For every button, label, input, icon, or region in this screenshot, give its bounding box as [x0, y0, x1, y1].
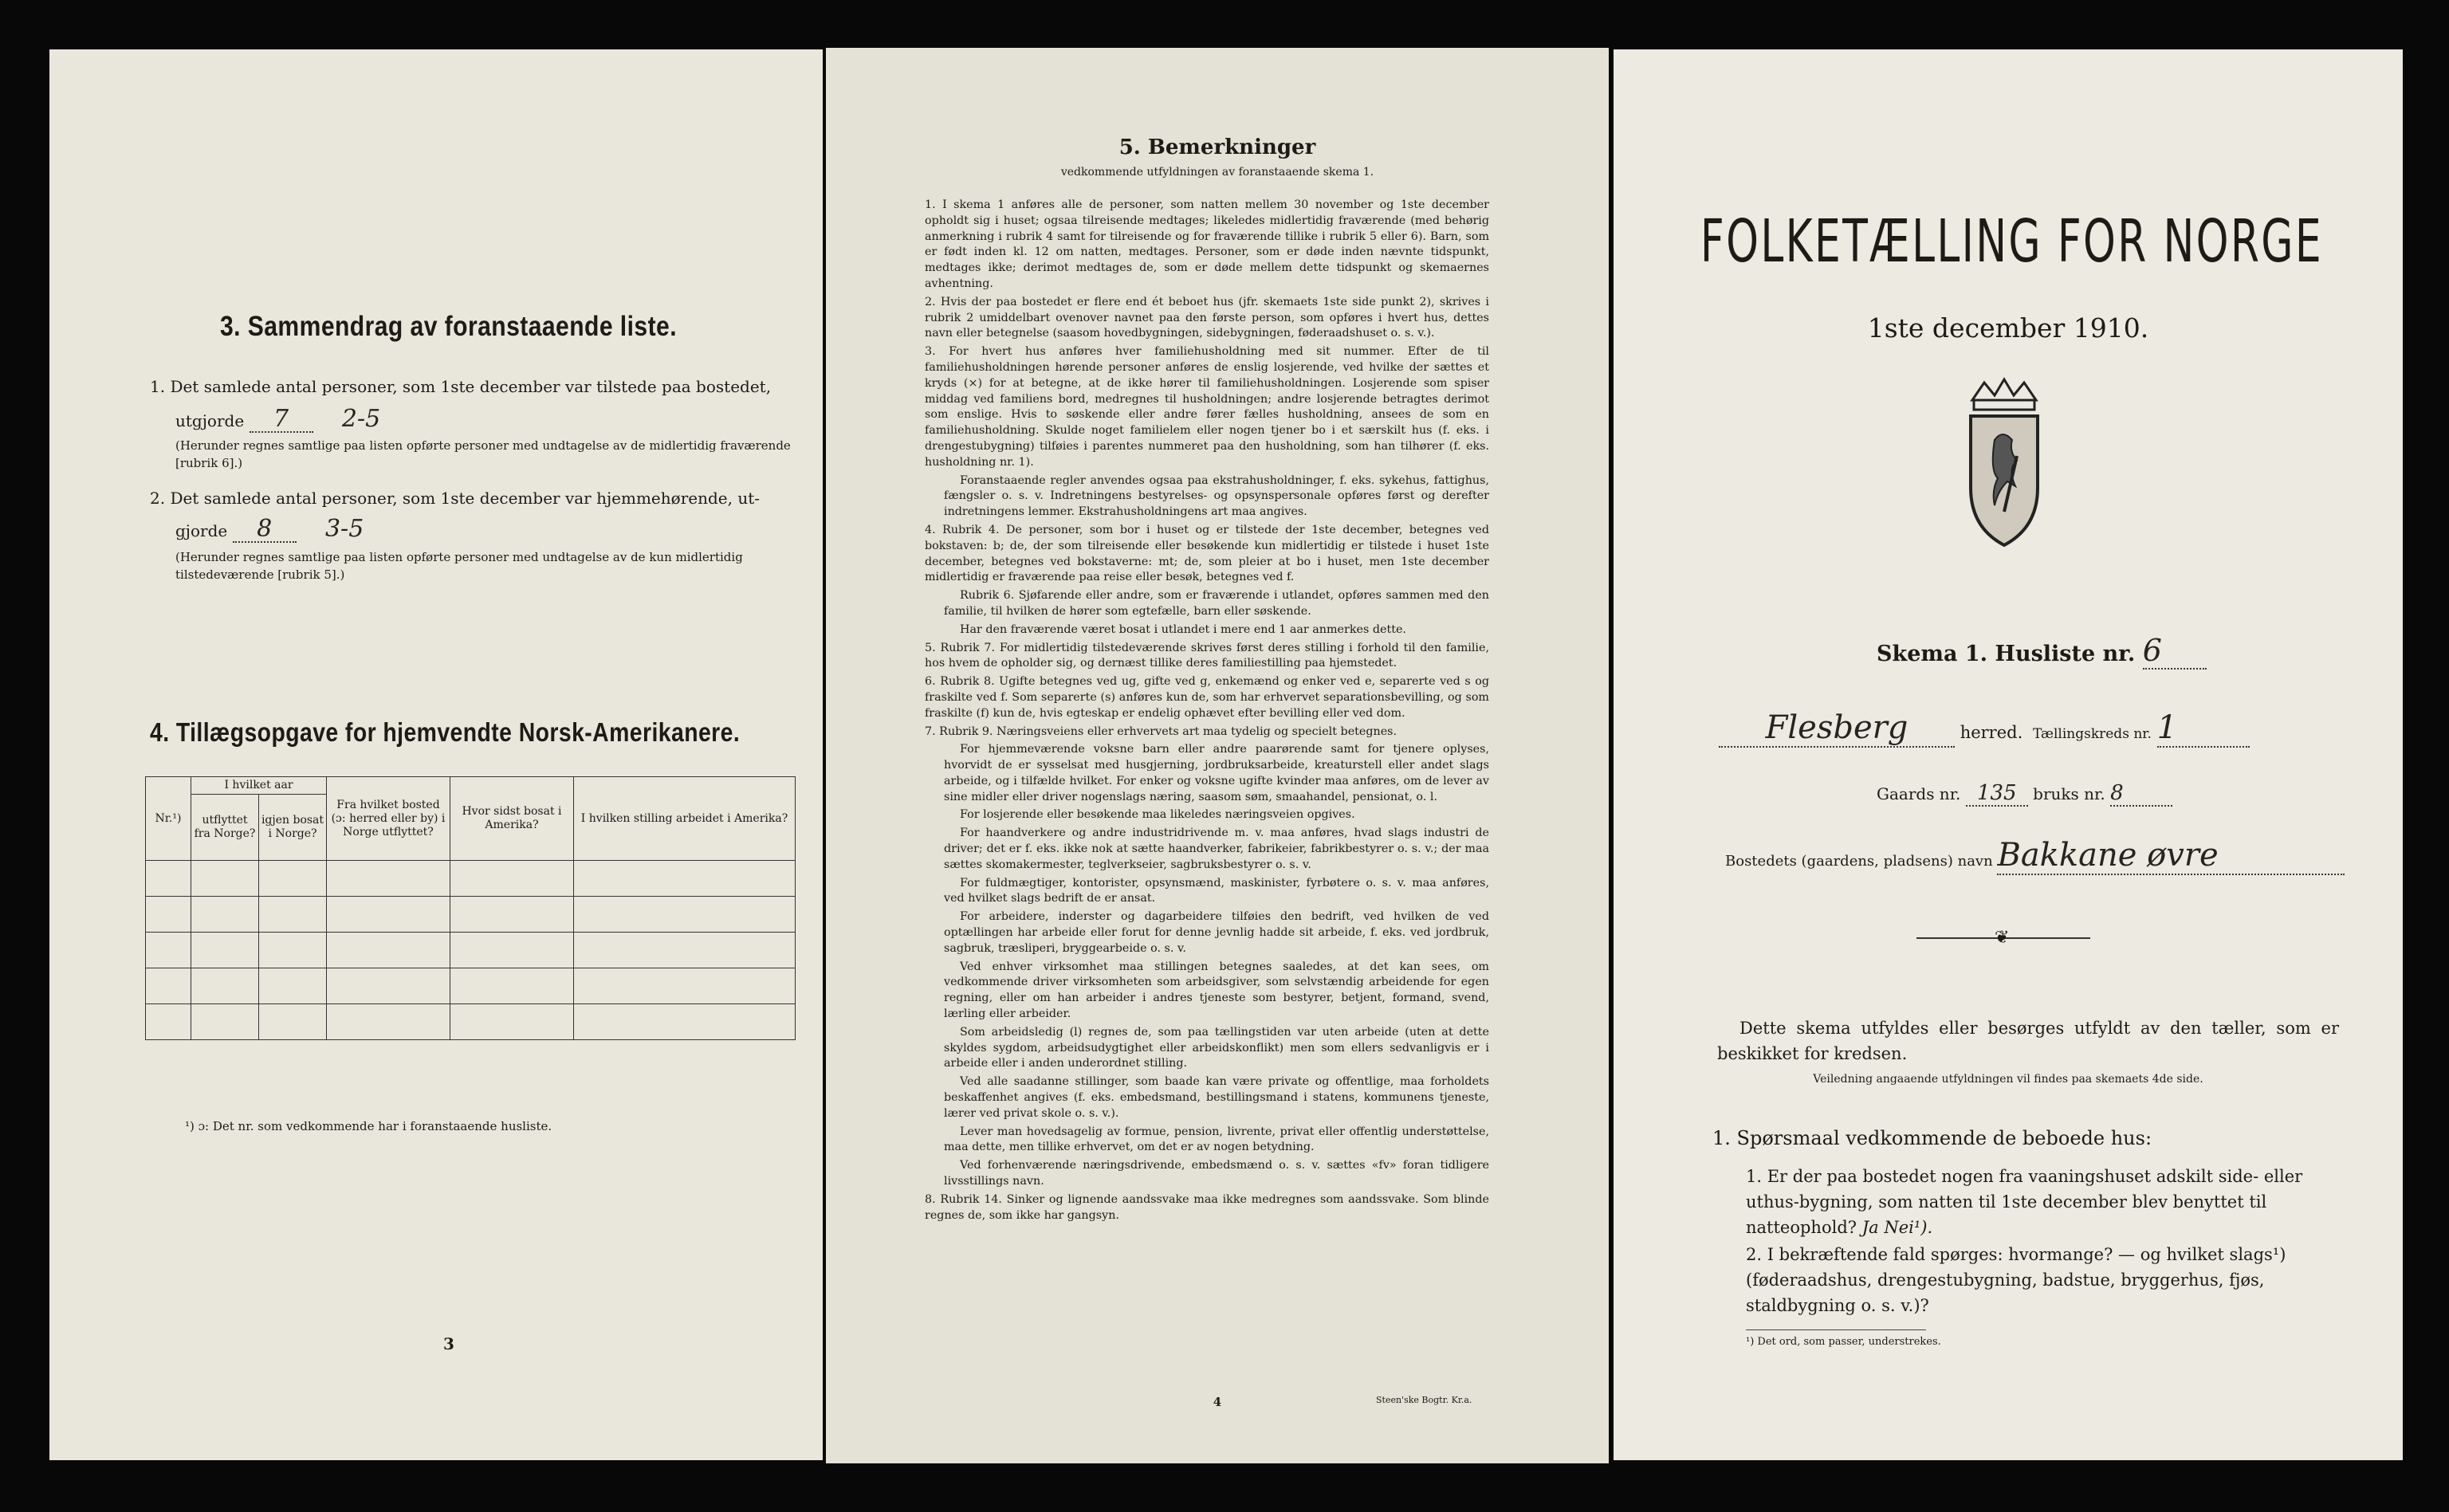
table-row [146, 861, 796, 897]
section3-item1-line [175, 406, 380, 434]
herred-value: Flesberg [1719, 709, 1955, 748]
remark-item: 8. Rubrik 14. Sinker og lignende aandssvake maa ikke medregnes som aandssvake. Som blinde regnes de, som ikke har gangsyn. [925, 1192, 1489, 1222]
remark-item: Har den fraværende været bosat i utlandet i mere end 1 aar anmerkes dette. [960, 622, 1406, 636]
remark-item: Ved enhver virksomhet maa stillingen betegnes saaledes, at det kan sees, om vedkommende driver virksomheten som arbeidsgiver, som selvstændig arbeidende for egen regning, eller om han arbeider i andres tjeneste som bestyrer, betjent, formand, svend, lærling eller arbeider. [944, 960, 1489, 1021]
page-middle [826, 48, 1609, 1463]
col-from: Fra hvilket bosted (ɔ: herred eller by) i Norge utflyttet? [327, 777, 450, 861]
item1-extra: 2-5 [341, 405, 381, 433]
remark-item: For arbeidere, inderster og dagarbeidere tilføies den bedrift, ved hvilken de ved optællingen har arbeide eller forut for denne jevnlig hadde sit arbeide, f. eks. ved jordbruk, sagbruk, træsliperi, bryggearbeide o. s. v. [944, 910, 1489, 955]
remark-item: 3. For hvert hus anføres hver familiehusholdning med sit nummer. Efter de til familiehusholdningen hørende personer anføres de enslig losjerende, ved hvilke der sættes et kryds (×) for at betegne, at de ikke hører til familiehusholdningen. Losjerende som spiser middag ved familiens bord, medregnes til husholdningen; andre losjerende betragtes derimot som enslige. Hvis to søskende eller andre fører fælles husholdning, ansees de som en familiehusholdning. Skulde noget familielem eller nogen tjener bo i et særskilt hus (f. eks. i drengestubygning) tilføies i parentes nummeret paa den husholdning, som han tilhører (f. eks. husholdning nr. 1). [925, 345, 1489, 469]
item2-prefix: gjorde [175, 521, 228, 540]
gaards-label: Gaards nr. [1877, 784, 1961, 803]
col-last: Hvor sidst bosat i Amerika? [450, 777, 574, 861]
bosted-label: Bostedets (gaardens, pladsens) navn [1725, 853, 1993, 870]
right-footnote: ¹) Det ord, som passer, understrekes. [1746, 1336, 1941, 1348]
remark-item: For haandverkere og andre industridrivende m. v. maa anføres, hvad slags industri de driver; det er f. eks. ikke nok at sætte haandverker, fabrikeier, fabrikbestyrer o. s. v.; der maa sættes skomakermester, teglverkseier, sagbruksbestyrer o. s. v. [944, 827, 1489, 871]
printer-mark: Steen'ske Bogtr. Kr.a. [1376, 1395, 1472, 1405]
remarks-heading: 5. Bemerkninger [1118, 135, 1316, 159]
remark-item: Ved forhenværende næringsdrivende, embedsmænd o. s. v. sættes «fv» foran tidligere livsstillings navn. [944, 1159, 1489, 1188]
gaards-line [1877, 781, 2172, 807]
section3-heading: 3. Sammendrag av foranstaaende liste. [220, 311, 677, 342]
item2-value: 8 [233, 516, 297, 543]
section3-item1-text: 1. Det samlede antal personer, som 1ste december var tilstede paa bostedet, [150, 377, 772, 396]
ornament-icon: ❦ [1995, 928, 2010, 948]
norsk-amerikanere-table [145, 776, 796, 1040]
section4-footnote: ¹) ɔ: Det nr. som vedkommende har i foranstaaende husliste. [185, 1119, 552, 1133]
question-1 [1746, 1164, 2342, 1240]
bruks-label: bruks nr. [2033, 784, 2105, 803]
footnote-rule [1746, 1329, 1926, 1330]
kreds-label: Tællingskreds nr. [2032, 726, 2152, 742]
guidance-text: Veiledning angaaende utfyldningen vil findes paa skemaets 4de side. [1813, 1073, 2203, 1086]
page-number-left: 3 [443, 1334, 454, 1353]
page-left [49, 49, 823, 1460]
table-row [146, 1004, 796, 1040]
table-row [146, 933, 796, 968]
herred-line [1719, 709, 2250, 748]
section3-item1-note: (Herunder regnes samtlige paa listen opførte personer med undtagelse av de midlertidig fraværende [rubrik 6].) [175, 438, 791, 470]
bruks-value: 8 [2110, 781, 2172, 807]
remark-item: 7. Rubrik 9. Næringsveiens eller erhvervets art maa tydelig og specielt betegnes. [925, 725, 1397, 738]
item2-extra: 3-5 [324, 515, 364, 543]
remark-item: Lever man hovedsagelig av formue, pension, livrente, privat eller offentlig understøttelse, maa dette, men tillike erhvervet, om det er av nogen betydning. [944, 1125, 1489, 1154]
remark-item: 4. Rubrik 4. De personer, som bor i huset og er tilstede der 1ste december, betegnes ved bokstaven: b; de, der som tilreisende eller besøkende kun midlertidig er tilstede i huset 1ste december, betegnes ved bokstaverne: mt; de, som pleier at bo i huset, men 1ste december midlertidig er fraværende paa reise eller besøk, betegnes ved f. [925, 523, 1489, 584]
col-emigrated: utflyttet fra Norge? [191, 795, 259, 861]
skema-label: Skema 1. Husliste nr. [1877, 642, 2136, 666]
gaards-value: 135 [1966, 781, 2028, 807]
page-right [1614, 49, 2403, 1460]
bosted-value: Bakkane øvre [1997, 837, 2345, 875]
remark-item: For losjerende eller besøkende maa likeledes næringsveien opgives. [960, 808, 1355, 822]
question-1-text: 1. Er der paa bostedet nogen fra vaaningshuset adskilt side- eller uthus-bygning, som natten til 1ste december blev benyttet til natteophold? [1746, 1167, 2303, 1237]
table-row [146, 968, 796, 1004]
census-title: FOLKETÆLLING FOR NORGE [1700, 207, 2324, 276]
section3-item2-note: (Herunder regnes samtlige paa listen opførte personer med undtagelse av de kun midlertidig tilstedeværende [rubrik 5].) [175, 550, 743, 582]
remark-item: Som arbeidsledig (l) regnes de, som paa tællingstiden var uten arbeide (uten at dette skyldes sygdom, arbeidsudygtighet eller arbeidskonflikt) men som ellers sedvanligvis er i arbeide eller i anden underordnet stilling. [944, 1025, 1489, 1070]
col-returned: igjen bosat i Norge? [259, 795, 327, 861]
remarks-list [925, 198, 1489, 1226]
skema-line [1877, 633, 2207, 670]
remark-item: 2. Hvis der paa bostedet er flere end ét beboet hus (jfr. skemaets 1ste side punkt 2), skrives i rubrik 2 umiddelbart ovenover navnet paa den første person, som opføres i hvert hus, dettes navn eller betegnelse (saasom hovedbygningen, sidebygningen, føderaadshuset o. s. v.). [925, 295, 1489, 340]
remark-item: Rubrik 6. Sjøfarende eller andre, som er fraværende i utlandet, opføres sammen med den familie, til hvilken de hører som egtefælle, barn eller søskende. [944, 589, 1489, 618]
section3-item2-line [175, 516, 364, 544]
instruction-text: Dette skema utfyldes eller besørges utfyldt av den tæller, som er beskikket for kredsen. [1717, 1019, 2339, 1063]
remark-item: 5. Rubrik 7. For midlertidig tilstedeværende skrives først deres stilling i forhold til den familie, hos hvem de opholder sig, og dernæst tillike deres familiestilling paa hjemstedet. [925, 641, 1489, 670]
remark-item: 1. I skema 1 anføres alle de personer, som natten mellem 30 november og 1ste december opholdt sig i huset; ogsaa tilreisende medtages; likeledes midlertidig fraværende (med behørig anmerkning i rubrik 4 samt for tilreisende og for fraværende tillike i rubrik 5 eller 6). Barn, som er født inden kl. 12 om natten, medtages. Personer, som er døde inden nævnte tidspunkt, medtages ikke; derimot medtages de, som er døde mellem dette tidspunkt og skemaernes avhentning. [925, 198, 1489, 290]
bosted-line [1725, 837, 2345, 875]
census-date: 1ste december 1910. [1867, 312, 2149, 344]
remark-item: For hjemmeværende voksne barn eller andre paarørende samt for tjenere oplyses, hvorvidt de er sysselsat med husgjerning, jordbruksarbeide, kreaturstell eller andet slags arbeide, og i tilfælde hvilket. For enker og voksne ugifte kvinder maa anføres, om de lever av sine midler eller driver nogenslags næring, saasom søm, smaahandel, pensionat, o. l. [944, 743, 1489, 803]
husliste-nr-value: 6 [2143, 633, 2207, 670]
coat-of-arms-icon [1948, 376, 2060, 552]
remarks-subheading: vedkommende utfyldningen av foranstaaende skema 1. [1060, 166, 1374, 179]
remark-item: For fuldmægtiger, kontorister, opsynsmænd, maskinister, fyrbøtere o. s. v. maa anføres, ved hvilket slags bedrift de er ansat. [944, 876, 1489, 905]
col-year-group: I hvilket aar [191, 777, 327, 795]
remark-item: Foranstaaende regler anvendes ogsaa paa ekstrahusholdninger, f. eks. sykehus, fattighus, fængsler o. s. v. Indretningens bestyrelses- og opsynspersonale opføres først og derefter indretningens lemmer. Ekstrahusholdningens art maa angives. [944, 473, 1489, 519]
question-1-options: Ja Nei¹). [1861, 1218, 1933, 1237]
col-nr: Nr.¹) [146, 777, 191, 861]
col-position: I hvilken stilling arbeidet i Amerika? [574, 777, 796, 861]
kreds-value: 1 [2157, 709, 2250, 748]
section3-item2-text: 2. Det samlede antal personer, som 1ste december var hjemmehørende, ut- [150, 489, 760, 508]
herred-label: herred. [1960, 723, 2023, 742]
remark-item: 6. Rubrik 8. Ugifte betegnes ved ug, gifte ved g, enkemænd og enker ved e, separerte ved s og fraskilte ved f. Som separerte (s) anføres kun de, som har erhvervet separationsbevilling, og som fraskilte (f) kun de, hvis egteskap er endelig ophævet efter bevilling eller ved dom. [925, 675, 1489, 720]
item1-prefix: utgjorde [175, 411, 245, 430]
questions-heading: 1. Spørsmaal vedkommende de beboede hus: [1712, 1127, 2152, 1149]
page-number-middle: 4 [1213, 1395, 1222, 1409]
section4-heading: 4. Tillægsopgave for hjemvendte Norsk-Amerikanere. [150, 717, 741, 747]
question-2: 2. I bekræftende fald spørges: hvormange? — og hvilket slags¹) (føderaadshus, drengestubygning, badstue, bryggerhus, fjøs, staldbygning o. s. v.)? [1746, 1245, 2286, 1315]
remark-item: Ved alle saadanne stillinger, som baade kan være private og offentlige, maa forholdets beskaffenhet angives (f. eks. embedsmand, bestillingsmand i statens, kommunens tjeneste, lærer ved privat skole o. s. v.). [944, 1075, 1489, 1120]
item1-value: 7 [250, 406, 313, 433]
table-row [146, 897, 796, 933]
